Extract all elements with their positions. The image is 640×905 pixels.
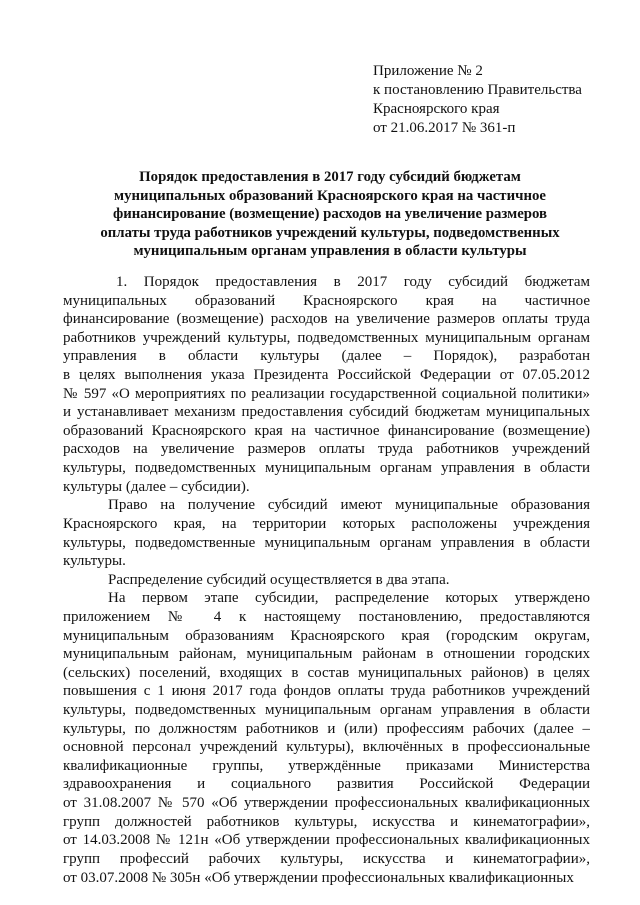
paragraph-line: расходов на увеличение размеров оплаты труда работников учреждений <box>63 441 590 458</box>
title-line: муниципальных образований Красноярского края на частичное <box>114 187 546 204</box>
paragraph-line: в целях выполнения указа Президента Российской Федерации от 07.05.2012 <box>63 367 590 384</box>
title-line: Порядок предоставления в 2017 году субсидий бюджетам <box>139 169 521 185</box>
document-body <box>63 273 590 887</box>
paragraph-line: культуры, подведомственных муниципальным органам управления в области <box>63 460 590 477</box>
paragraph-line: На первом этапе субсидии, распределение которых утверждено <box>108 590 590 607</box>
paragraph-line: Красноярского края, на территории которых расположены учреждения <box>63 515 590 532</box>
paragraph-line: Право на получение субсидий имеют муниципальные образования <box>108 497 590 514</box>
paragraph-line: культуры (далее – субсидии). <box>63 478 250 495</box>
appendix-line: Красноярского края <box>373 101 500 117</box>
paragraph-line: финансирование (возмещение) расходов на увеличение размеров оплаты труда <box>63 311 590 328</box>
paragraph <box>63 273 590 496</box>
title-line: финансирование (возмещение) расходов на увеличение размеров <box>112 206 548 223</box>
paragraph <box>63 496 590 570</box>
paragraph-line: муниципальных образований Красноярского края на частичное <box>63 292 590 309</box>
title-line: муниципальным органам управления в области культуры <box>133 243 527 260</box>
appendix-line: к постановлению Правительства <box>373 82 582 98</box>
paragraph-line: муниципальным образованиям Красноярского края (городским округам, <box>63 627 590 644</box>
paragraph-line: (сельских) поселений, входящих в состав муниципальных районов) в целях <box>63 664 590 681</box>
paragraph-line: от 03.07.2008 № 305н «Об утверждении профессиональных квалификационных <box>63 869 574 886</box>
paragraph-line: образований Красноярского края на частичное финансирование (возмещение) <box>63 422 590 439</box>
paragraph-line: квалификационные группы, утверждённые приказами Министерства <box>63 757 590 774</box>
paragraph-line: групп должностей работников культуры, искусства и кинематографии», <box>63 813 590 830</box>
paragraph-line: и устанавливает механизм предоставления субсидий бюджетам муниципальных <box>63 404 590 421</box>
document-title <box>60 168 600 261</box>
paragraph-line: Распределение субсидий осуществляется в два этапа. <box>108 571 450 588</box>
paragraph-line: культуры, по должностям работников и (или) профессиям рабочих (далее – <box>63 720 590 737</box>
paragraph-line: от 31.08.2007 № 570 «Об утверждении профессиональных квалификационных <box>63 795 590 812</box>
paragraph-line: управления в области культуры (далее – Порядок), разработан <box>63 348 590 365</box>
appendix-line: Приложение № 2 <box>373 63 483 79</box>
paragraph-line: работников учреждений культуры, подведомственных муниципальным органам <box>63 329 590 346</box>
paragraph-line: здравоохранения и социального развития Российской Федерации <box>63 776 590 793</box>
title-line: оплаты труда работников учреждений культуры, подведомственных <box>100 224 560 241</box>
paragraph <box>63 589 590 887</box>
paragraph-line: культуры. <box>63 553 126 570</box>
appendix-header <box>373 62 623 138</box>
paragraph-line: повышения с 1 июня 2017 года фондов оплаты труда работников учреждений <box>63 683 590 700</box>
paragraph-line: групп профессий рабочих культуры, искусства и кинематографии», <box>63 850 590 867</box>
paragraph-line: № 597 «О мероприятиях по реализации государственной социальной политики» <box>63 385 590 402</box>
paragraph-line: 1. Порядок предоставления в 2017 году субсидий бюджетам <box>116 274 590 290</box>
paragraph-line: от 14.03.2008 № 121н «Об утверждении профессиональных квалификационных <box>63 832 590 849</box>
paragraph-line: культуры, подведомственных муниципальным органам управления в области <box>63 702 590 719</box>
paragraph-line: муниципальным районам, муниципальным районам в отношении городских <box>63 646 590 663</box>
paragraph-line: основной персонал учреждений культуры), включённых в профессиональные <box>63 739 590 756</box>
paragraph <box>63 571 590 590</box>
paragraph-line: приложением № 4 к настоящему постановлению, предоставляются <box>63 608 590 625</box>
appendix-line: от 21.06.2017 № 361-п <box>373 120 516 136</box>
paragraph-line: культуры, подведомственные муниципальным органам управления в области <box>63 534 590 551</box>
